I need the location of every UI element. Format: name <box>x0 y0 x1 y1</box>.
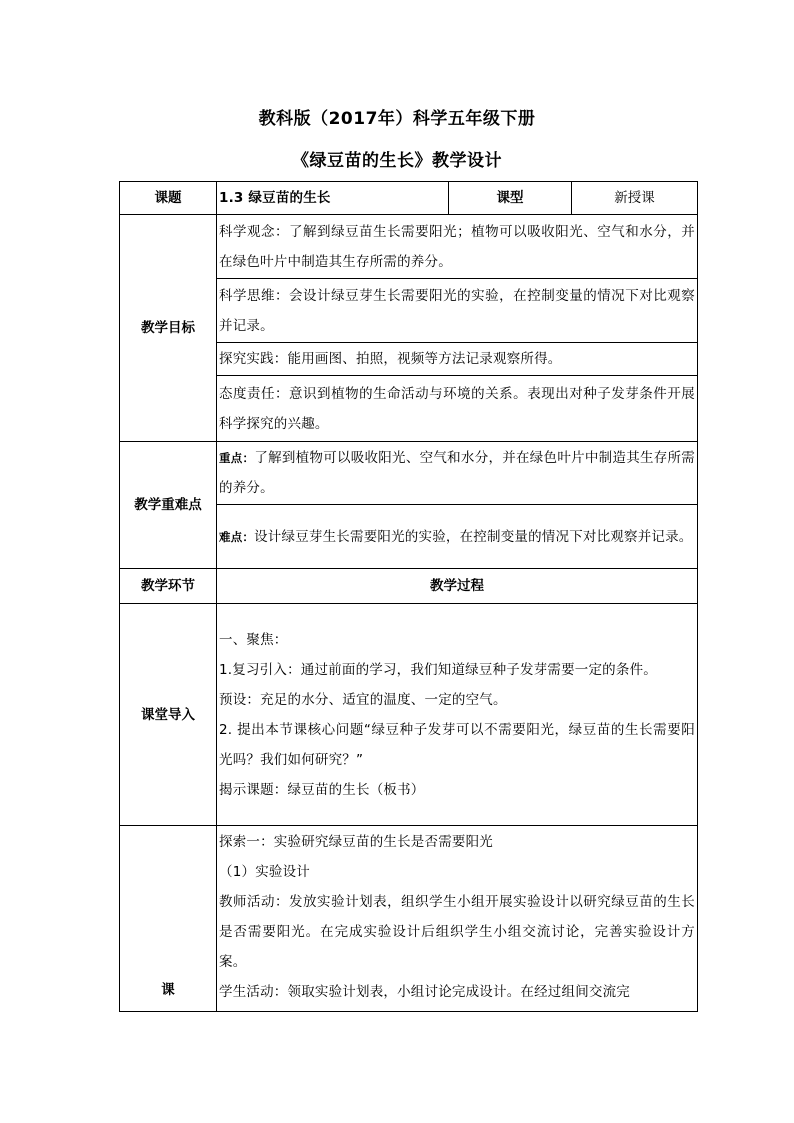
header-row <box>120 569 698 604</box>
goals-label: 教学目标 <box>120 215 217 442</box>
difficult-point-prefix: 难点： <box>219 529 255 544</box>
key-point <box>217 442 698 505</box>
lesson-plan-table <box>119 181 698 1012</box>
class-line: （1）实验设计 <box>219 864 310 880</box>
goal-item: 态度责任：意识到植物的生命活动与环境的关系。表现出对种子发芽条件开展科学探究的兴趣。 <box>217 376 698 442</box>
class-line: 学生活动：领取实验计划表，小组讨论完成设计。在经过组间交流完 <box>219 984 630 1000</box>
stage-header: 教学环节 <box>120 569 217 604</box>
intro-line: 1.复习引入：通过前面的学习，我们知道绿豆种子发芽需要一定的条件。 <box>219 661 657 678</box>
intro-label: 课堂导入 <box>120 604 217 826</box>
intro-line: 一、聚焦： <box>219 631 288 648</box>
intro-line: 预设：充足的水分、适宜的温度、一定的空气。 <box>219 691 507 708</box>
process-header: 教学过程 <box>217 569 698 604</box>
class-content <box>217 826 698 1012</box>
topic-label: 课题 <box>120 182 217 215</box>
type-label: 课型 <box>449 182 572 215</box>
key-point-row <box>120 442 698 505</box>
lesson-title: 《绿豆苗的生长》教学设计 <box>292 151 502 171</box>
class-line: 探索一：实验研究绿豆苗的生长是否需要阳光 <box>219 834 493 850</box>
document-title: 教科版（2017年）科学五年级下册 <box>258 109 536 129</box>
intro-row <box>120 604 698 826</box>
type-value: 新授课 <box>572 182 698 215</box>
key-difficult-label: 教学重难点 <box>120 442 217 569</box>
intro-line: 2. 提出本节课核心问题“绿豆种子发芽可以不需要阳光，绿豆苗的生长需要阳光吗？我们如何研究？” <box>219 721 695 768</box>
key-point-text: 了解到植物可以吸收阳光、空气和水分，并在绿色叶片中制造其生存所需的养分。 <box>219 450 695 496</box>
class-label: 课 <box>120 826 217 1012</box>
topic-row <box>120 182 698 215</box>
intro-content <box>217 604 698 826</box>
difficult-point <box>217 505 698 569</box>
goal-row <box>120 215 698 279</box>
topic-value: 1.3 绿豆苗的生长 <box>217 182 449 215</box>
goal-item: 科学思维：会设计绿豆芽生长需要阳光的实验，在控制变量的情况下对比观察并记录。 <box>217 279 698 343</box>
intro-line: 揭示课题：绿豆苗的生长（板书） <box>219 781 425 798</box>
class-row <box>120 826 698 1012</box>
goal-item: 探究实践：能用画图、拍照，视频等方法记录观察所得。 <box>217 343 698 376</box>
goal-item: 科学观念：了解到绿豆苗生长需要阳光；植物可以吸收阳光、空气和水分，并在绿色叶片中制造其生存所需的养分。 <box>217 215 698 279</box>
difficult-point-text: 设计绿豆芽生长需要阳光的实验，在控制变量的情况下对比观察并记录。 <box>254 528 693 545</box>
class-line: 教师活动：发放实验计划表，组织学生小组开展实验设计以研究绿豆苗的生长是否需要阳光。在完成实验设计后组织学生小组交流讨论，完善实验设计方案。 <box>219 894 695 970</box>
key-point-prefix: 重点： <box>219 451 255 465</box>
